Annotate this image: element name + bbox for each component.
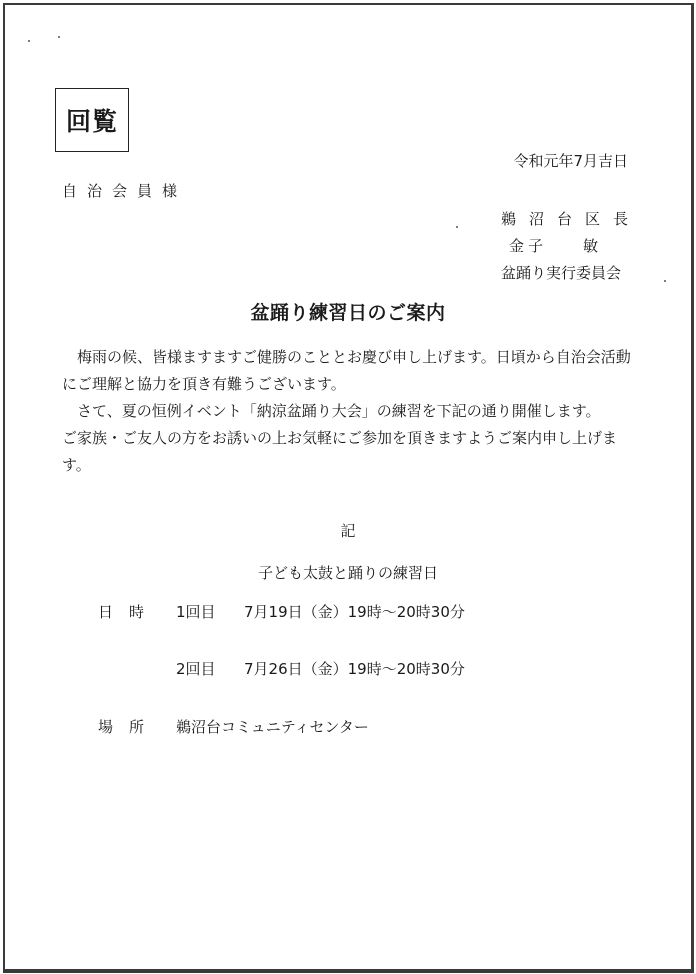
- sender-district-head: 鵜沼台区長: [500, 210, 641, 228]
- sender-block: [500, 206, 641, 287]
- recipient: 自治会員様: [62, 182, 188, 200]
- circulation-stamp: 回覧: [55, 88, 129, 152]
- venue-label: 場所: [98, 718, 161, 736]
- session-round: 2回目: [176, 660, 216, 678]
- event-subtitle: 子ども太鼓と踊りの練習日: [257, 564, 438, 582]
- document-title: 盆踊り練習日のご案内: [250, 302, 446, 324]
- notes-heading: 記: [340, 522, 356, 540]
- body-line: す。: [62, 456, 91, 474]
- sender-family-name: 金子: [508, 237, 547, 255]
- body-line: にご理解と協力を頂き有難うございます。: [62, 375, 346, 393]
- body-text: [62, 344, 634, 479]
- session-round: 1回目: [176, 603, 216, 621]
- scan-speck: [58, 36, 60, 38]
- scan-speck: [28, 40, 30, 42]
- scan-speck: [456, 226, 458, 228]
- issue-date: 令和元年7月吉日: [513, 152, 628, 170]
- sender-given-name: 敏: [583, 237, 603, 255]
- schedule-label: 日時: [98, 603, 161, 621]
- body-line: ご家族・ご友人の方をお誘いの上お気軽にご参加を頂きますようご案内申し上げま: [62, 429, 618, 447]
- session-datetime: 7月19日（金）19時～20時30分: [244, 603, 465, 621]
- sender-person: [501, 233, 628, 260]
- venue-value: 鵜沼台コミュニティセンター: [176, 718, 369, 736]
- body-line: 梅雨の候、皆様ますますご健勝のこととお慶び申し上げます。日頃から自治会活動: [77, 348, 631, 366]
- scan-speck: [664, 280, 666, 282]
- session-datetime: 7月26日（金）19時～20時30分: [244, 660, 465, 678]
- sender-committee: 盆踊り実行委員会: [500, 264, 621, 282]
- body-line: さて、夏の恒例イベント「納涼盆踊り大会」の練習を下記の通り開催します。: [77, 402, 601, 420]
